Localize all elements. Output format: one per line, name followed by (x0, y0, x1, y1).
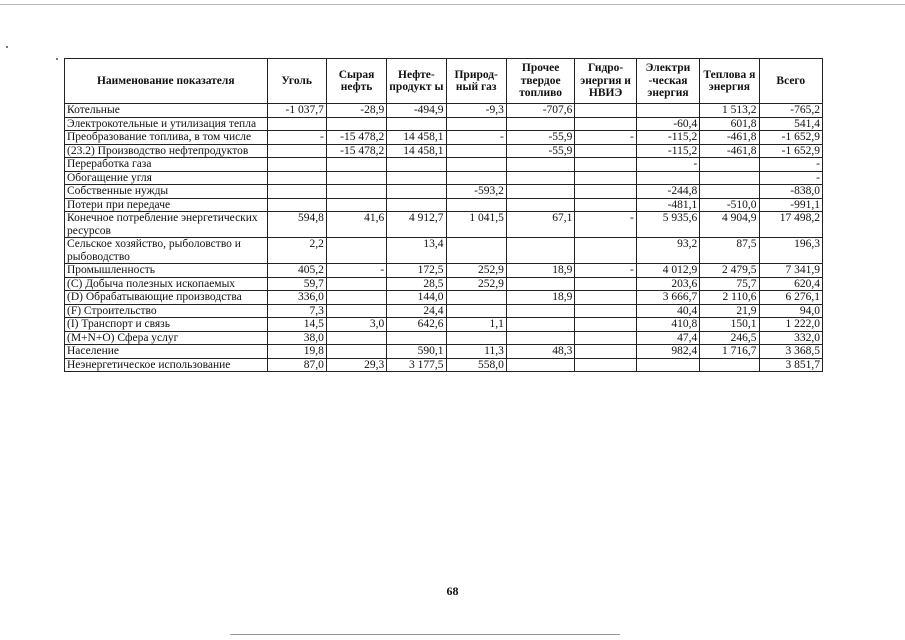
table-cell: 4 012,9 (636, 264, 699, 278)
table-cell: 7 341,9 (759, 264, 822, 278)
table-row (65, 291, 823, 305)
table-cell: - (636, 158, 699, 172)
table-cell (446, 198, 506, 212)
table-cell (506, 158, 575, 172)
table-cell: - (575, 212, 636, 238)
table-cell: 87,0 (267, 358, 326, 372)
table-cell: 4 912,7 (387, 212, 446, 238)
page-number: 68 (446, 584, 459, 598)
table-cell (506, 185, 575, 199)
table-cell: -55,9 (506, 144, 575, 158)
scan-speck (56, 58, 58, 60)
table-row (65, 144, 823, 158)
table-cell (387, 171, 446, 185)
table-cell (700, 171, 759, 185)
table-cell (326, 304, 386, 318)
table-cell: 196,3 (759, 238, 822, 264)
table-cell: 3 666,7 (636, 291, 699, 305)
table-cell (575, 104, 636, 118)
table-cell: 14 458,1 (387, 144, 446, 158)
table-cell (387, 185, 446, 199)
table-cell (575, 171, 636, 185)
table-cell: 601,8 (700, 117, 759, 131)
table-cell: 1 222,0 (759, 318, 822, 332)
table-row (65, 277, 823, 291)
table-cell (575, 185, 636, 199)
table-cell: 1 716,7 (700, 345, 759, 359)
table-cell: 11,3 (446, 345, 506, 359)
energy-balance-table (64, 58, 823, 372)
table-cell (575, 291, 636, 305)
table-cell: -991,1 (759, 198, 822, 212)
table-cell: -115,2 (636, 131, 699, 145)
table-cell (700, 158, 759, 172)
table-cell: 150,1 (700, 318, 759, 332)
table-cell: 203,6 (636, 277, 699, 291)
table-cell (575, 331, 636, 345)
table-cell: 982,4 (636, 345, 699, 359)
table-cell (446, 304, 506, 318)
table-cell (326, 171, 386, 185)
table-cell (575, 318, 636, 332)
table-cell (387, 331, 446, 345)
row-label: (23.2) Производство нефтепродуктов (65, 144, 268, 158)
row-label: Электрокотельные и утилизация тепла (65, 117, 268, 131)
table-cell: 14,5 (267, 318, 326, 332)
table-cell: 41,6 (326, 212, 386, 238)
table-cell: 14 458,1 (387, 131, 446, 145)
row-label: Промышленность (65, 264, 268, 278)
table-cell: 3 177,5 (387, 358, 446, 372)
table-cell: 252,9 (446, 277, 506, 291)
table-cell (506, 171, 575, 185)
table-cell: 246,5 (700, 331, 759, 345)
table-row (65, 117, 823, 131)
table-cell: -510,0 (700, 198, 759, 212)
table-cell (446, 117, 506, 131)
row-label: (M+N+O) Сфера услуг (65, 331, 268, 345)
table-row (65, 104, 823, 118)
header-heat-energy: Теплова я энергия (700, 59, 759, 104)
table-cell (387, 198, 446, 212)
table-cell (446, 171, 506, 185)
table-cell: -481,1 (636, 198, 699, 212)
table-cell: -838,0 (759, 185, 822, 199)
row-label: Потери при передаче (65, 198, 268, 212)
table-cell: -9,3 (446, 104, 506, 118)
table-cell: 40,4 (636, 304, 699, 318)
table-cell (267, 198, 326, 212)
table-cell: -461,8 (700, 131, 759, 145)
table-cell (506, 358, 575, 372)
table-cell: 405,2 (267, 264, 326, 278)
table-cell (636, 358, 699, 372)
row-label: (C) Добыча полезных ископаемых (65, 277, 268, 291)
table-cell: - (326, 264, 386, 278)
table-cell (506, 304, 575, 318)
table-cell: 18,9 (506, 291, 575, 305)
table-cell: 2 110,6 (700, 291, 759, 305)
header-hydro-renewables: Гидро-энергия и НВИЭ (575, 59, 636, 104)
row-label: (I) Транспорт и связь (65, 318, 268, 332)
table-row (65, 238, 823, 264)
table-cell (575, 304, 636, 318)
table-cell: 144,0 (387, 291, 446, 305)
table-row (65, 212, 823, 238)
table-cell (446, 144, 506, 158)
table-cell: 48,3 (506, 345, 575, 359)
table-cell: 29,3 (326, 358, 386, 372)
row-label: Собственные нужды (65, 185, 268, 199)
table-cell: 620,4 (759, 277, 822, 291)
table-cell: 87,5 (700, 238, 759, 264)
table-cell (575, 198, 636, 212)
table-cell: 75,7 (700, 277, 759, 291)
table-cell (506, 277, 575, 291)
table-cell: -55,9 (506, 131, 575, 145)
table-cell: 18,9 (506, 264, 575, 278)
table-cell: 3 851,7 (759, 358, 822, 372)
table-cell (506, 238, 575, 264)
table-cell: 6 276,1 (759, 291, 822, 305)
table-cell: - (446, 131, 506, 145)
table-cell (267, 144, 326, 158)
table-cell: 594,8 (267, 212, 326, 238)
table-cell (506, 117, 575, 131)
table-cell: - (759, 158, 822, 172)
row-label: Неэнергетическое использование (65, 358, 268, 372)
table-cell: -707,6 (506, 104, 575, 118)
table-cell: 24,4 (387, 304, 446, 318)
table-cell: 59,7 (267, 277, 326, 291)
table-cell (636, 104, 699, 118)
table-cell: 558,0 (446, 358, 506, 372)
table-cell: 21,9 (700, 304, 759, 318)
table-cell (446, 331, 506, 345)
header-crude-oil: Сырая нефть (326, 59, 386, 104)
table-cell: -115,2 (636, 144, 699, 158)
table-row (65, 131, 823, 145)
table-cell (387, 117, 446, 131)
table-cell: -60,4 (636, 117, 699, 131)
table-cell: -494,9 (387, 104, 446, 118)
table-cell (326, 185, 386, 199)
table-cell (446, 158, 506, 172)
table-cell (506, 318, 575, 332)
table-cell: -1 652,9 (759, 131, 822, 145)
table-cell: 336,0 (267, 291, 326, 305)
header-total: Всего (759, 59, 822, 104)
table-cell (575, 238, 636, 264)
table-cell (575, 358, 636, 372)
table-cell (506, 198, 575, 212)
table-cell: 252,9 (446, 264, 506, 278)
table-cell (700, 358, 759, 372)
table-cell: 1 513,2 (700, 104, 759, 118)
row-label: Преобразование топлива, в том числе (65, 131, 268, 145)
table-cell (700, 185, 759, 199)
table-cell: 2 479,5 (700, 264, 759, 278)
table-cell (326, 238, 386, 264)
row-label: Обогащение угля (65, 171, 268, 185)
row-label: Котельные (65, 104, 268, 118)
table-cell: -1 037,7 (267, 104, 326, 118)
table-cell: -28,9 (326, 104, 386, 118)
table-cell (267, 171, 326, 185)
scan-edge-bottom (230, 634, 620, 635)
header-coal: Уголь (267, 59, 326, 104)
table-cell: -244,8 (636, 185, 699, 199)
table-cell: 94,0 (759, 304, 822, 318)
table-cell: -15 478,2 (326, 144, 386, 158)
header-indicator: Наименование показателя (65, 59, 268, 104)
row-label: Конечное потребление энергетических ресурсов (65, 212, 268, 238)
table-cell: 642,6 (387, 318, 446, 332)
header-other-solid-fuel: Прочее твердое топливо (506, 59, 575, 104)
table-cell: - (575, 131, 636, 145)
table-cell (446, 291, 506, 305)
header-natural-gas: Природ-ный газ (446, 59, 506, 104)
row-label: Переработка газа (65, 158, 268, 172)
table-cell (506, 331, 575, 345)
table-cell (326, 198, 386, 212)
table-cell (575, 158, 636, 172)
table-cell (267, 185, 326, 199)
table-row (65, 158, 823, 172)
table-cell: 47,4 (636, 331, 699, 345)
table-cell: - (575, 264, 636, 278)
table-body (65, 104, 823, 372)
table-row (65, 318, 823, 332)
table-cell: 541,4 (759, 117, 822, 131)
table-cell: 1 041,5 (446, 212, 506, 238)
table-cell: 332,0 (759, 331, 822, 345)
table-cell (326, 291, 386, 305)
table-cell (446, 238, 506, 264)
table-cell: 1,1 (446, 318, 506, 332)
header-electric-energy: Электри -ческая энергия (636, 59, 699, 104)
table-row (65, 331, 823, 345)
scan-speck (6, 46, 8, 48)
table-cell: 13,4 (387, 238, 446, 264)
table-cell: 3 368,5 (759, 345, 822, 359)
table-cell (326, 117, 386, 131)
table-cell: 7,3 (267, 304, 326, 318)
table-cell: 3,0 (326, 318, 386, 332)
table-cell (636, 171, 699, 185)
scan-edge-top (0, 4, 905, 5)
table-cell (326, 277, 386, 291)
table-cell: - (759, 171, 822, 185)
table-cell: -15 478,2 (326, 131, 386, 145)
table-cell: 19,8 (267, 345, 326, 359)
table-cell (326, 158, 386, 172)
table-cell (575, 277, 636, 291)
table-cell (575, 144, 636, 158)
table-cell (267, 117, 326, 131)
header-oil-products: Нефте-продукт ы (387, 59, 446, 104)
table-cell: -765,2 (759, 104, 822, 118)
table-row (65, 358, 823, 372)
table-cell: 590,1 (387, 345, 446, 359)
table-row (65, 171, 823, 185)
table-cell: 2,2 (267, 238, 326, 264)
table-cell (575, 117, 636, 131)
table-cell: 410,8 (636, 318, 699, 332)
row-label: (F) Строительство (65, 304, 268, 318)
table-cell: 4 904,9 (700, 212, 759, 238)
table-row (65, 264, 823, 278)
table-cell: 5 935,6 (636, 212, 699, 238)
table-row (65, 304, 823, 318)
table-cell: 67,1 (506, 212, 575, 238)
table-cell: 93,2 (636, 238, 699, 264)
table-header-row (65, 59, 823, 104)
table-cell (326, 331, 386, 345)
table-cell: -593,2 (446, 185, 506, 199)
table-cell (326, 345, 386, 359)
table-row (65, 185, 823, 199)
table-cell: 28,5 (387, 277, 446, 291)
table-row (65, 198, 823, 212)
table-cell: -461,8 (700, 144, 759, 158)
row-label: Население (65, 345, 268, 359)
table-cell: 172,5 (387, 264, 446, 278)
table-cell (575, 345, 636, 359)
table-cell (387, 158, 446, 172)
table-cell: 17 498,2 (759, 212, 822, 238)
table-cell: - (267, 131, 326, 145)
table-cell: 38,0 (267, 331, 326, 345)
table-cell (267, 158, 326, 172)
row-label: Сельское хозяйство, рыболовство и рыбоводство (65, 238, 268, 264)
table-row (65, 345, 823, 359)
table-cell: -1 652,9 (759, 144, 822, 158)
row-label: (D) Обрабатывающие производства (65, 291, 268, 305)
